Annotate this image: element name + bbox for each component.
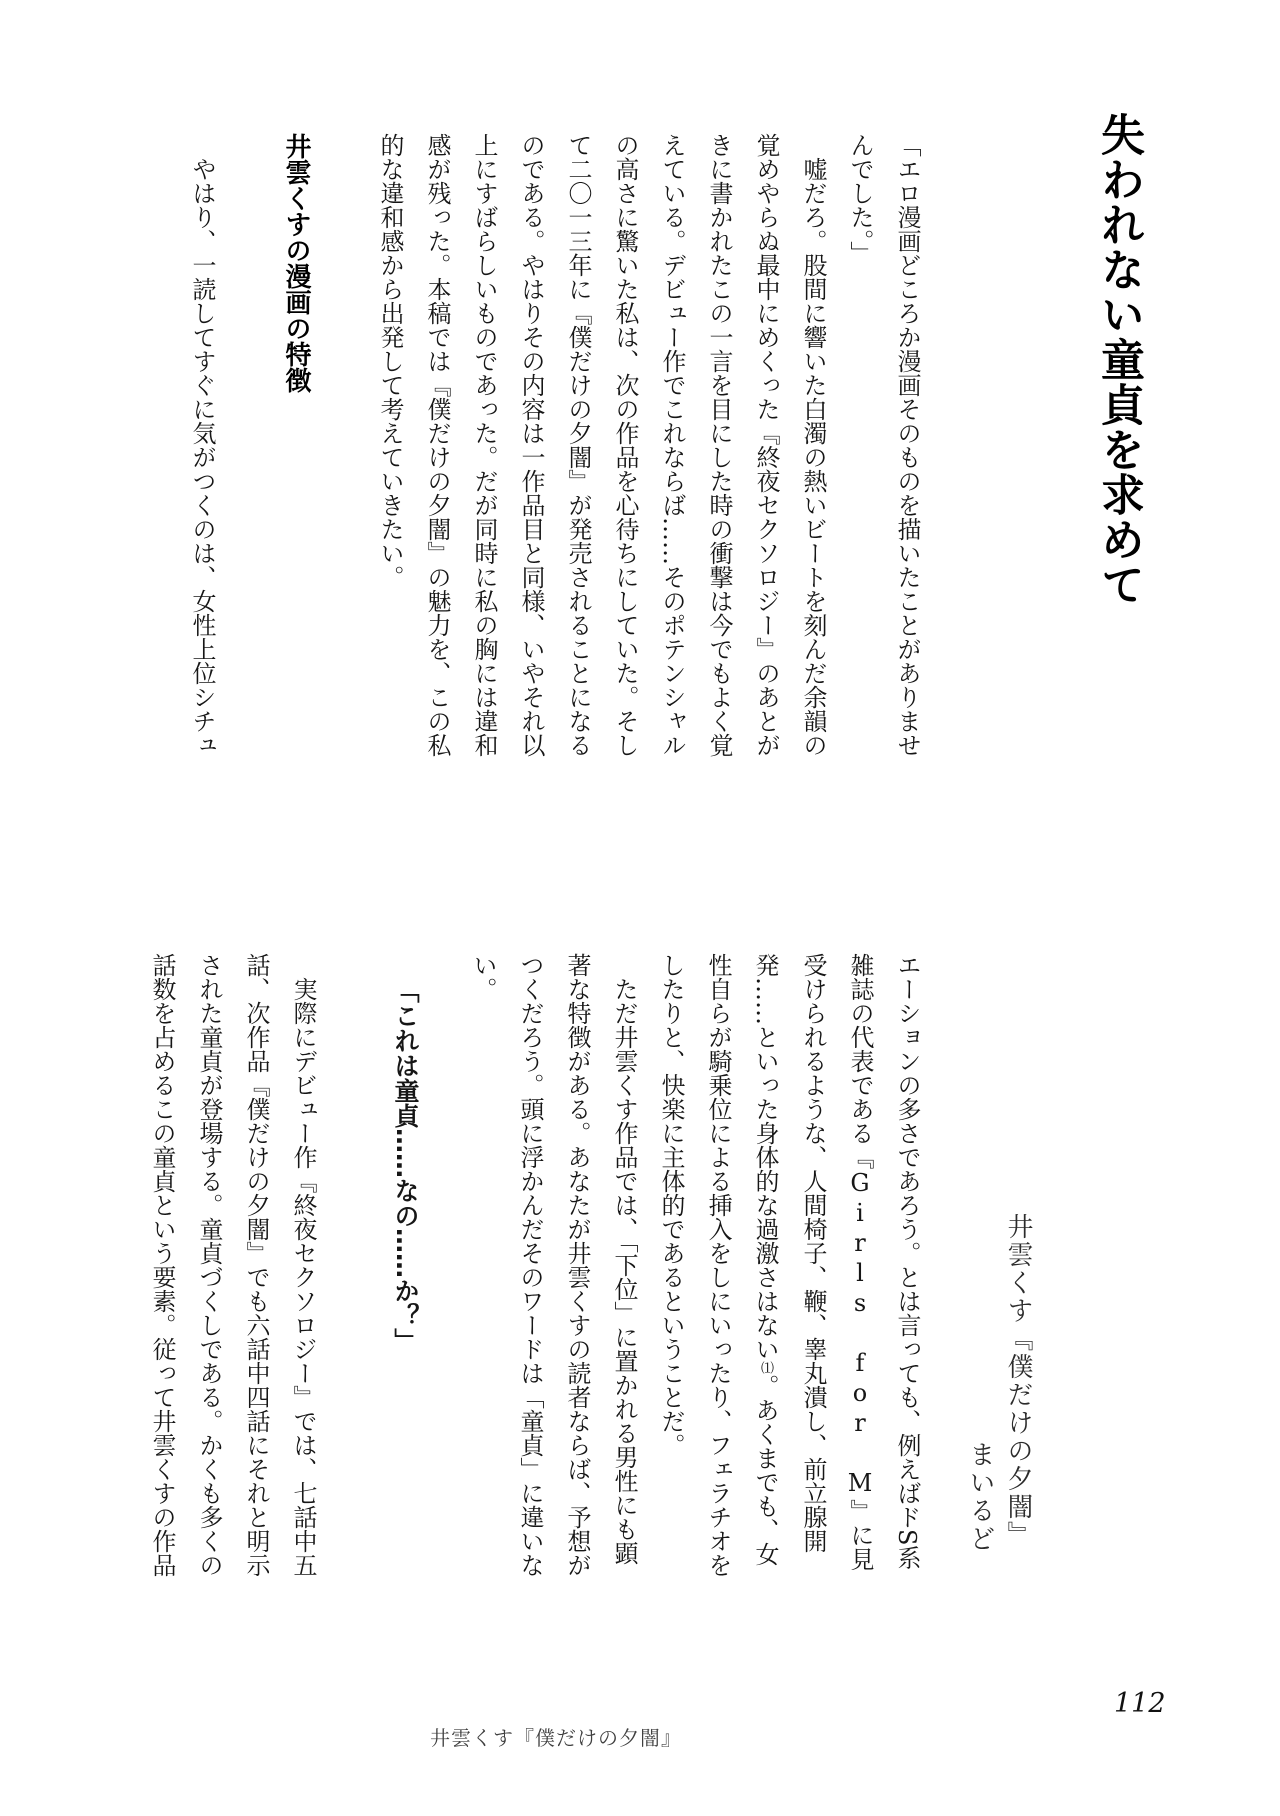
text-segment-a: エーションの多さであろう。とは言っても、例えばドS系雑誌の代表である『 (846, 953, 921, 1570)
paragraph-bold-quote: 「これは童貞……なの……か？」 (391, 978, 420, 1353)
paragraph-features-continued (647, 953, 930, 1587)
page-number: 112 (1114, 1688, 1166, 1719)
running-footer-title: 井雲くす『僕だけの夕闇』 (430, 1726, 682, 1750)
text-band-top (128, 133, 930, 767)
paragraph-intro: 嘘だろ。股間に響いた白濁の熱いビートを刻んだ余韻の覚めやらぬ最中にめくった『終夜セクソロジー』のあとがきに書かれたこの一言を目にした時の衝撃は今でもよく覚えている。デビュー作でこれならば……そのポテンシャルの高さに驚いた私は、次の作品を心待ちにしていた。そして二〇一三年に『僕だけの夕闇』が発売されることになるのである。やはりその内容は一作品目と同様、いやそれ以上にすばらしいものであった。だが同時に私の胸には違和感が残った。本稿では『僕だけの夕闇』の魅力を、この私的な違和感から出発して考えていきたい。 (376, 133, 827, 757)
text-band-bottom (148, 953, 930, 1587)
section-heading: 井雲くすの漫画の特徴 (281, 133, 311, 393)
text-segment-b: 』に見受けられるような、人間椅子、鞭、睾丸潰し、前立腺開発……といった身体的な過激さはない (751, 953, 874, 1571)
paragraph-male-trait: ただ井雲くす作品では、「下位」に置かれる男性にも顕著な特徴がある。あなたが井雲くすの読者ならば、予想がつくだろう。頭に浮かんだそのワードは「童貞」に違いない。 (469, 953, 638, 1577)
paragraph-virgin-count: 実際にデビュー作『終夜セクソロジー』では、七話中五話、次作品『僕だけの夕闇』でも六話中四話にそれと明示された童貞が登場する。童貞づくしである。かくも多くの話数を占めるこの童貞という要素。従って井雲くすの作品 (148, 953, 317, 1577)
magazine-title-latin: Girls for M (846, 1169, 874, 1499)
credit-author-name: まいるど (965, 1441, 995, 1553)
text-segment-c: 。あくまでも、女性自らが騎乗位による挿入をしにいったり、フェラチオをしたりと、快楽に主体的であるということだ。 (657, 953, 779, 1577)
paragraph-features-start: やはり、一読してすぐに気がつくのは、女性上位シチュ (188, 157, 216, 757)
article-title: 失われない童貞を求めて (1093, 112, 1144, 607)
credit-work-title: 井雲くす『僕だけの夕闇』 (1003, 1213, 1033, 1549)
footnote-marker: ⑴ (758, 1361, 773, 1374)
paragraph-quote: 「エロ漫画どころか漫画そのものを描いたことがありませんでした。」 (846, 133, 921, 757)
